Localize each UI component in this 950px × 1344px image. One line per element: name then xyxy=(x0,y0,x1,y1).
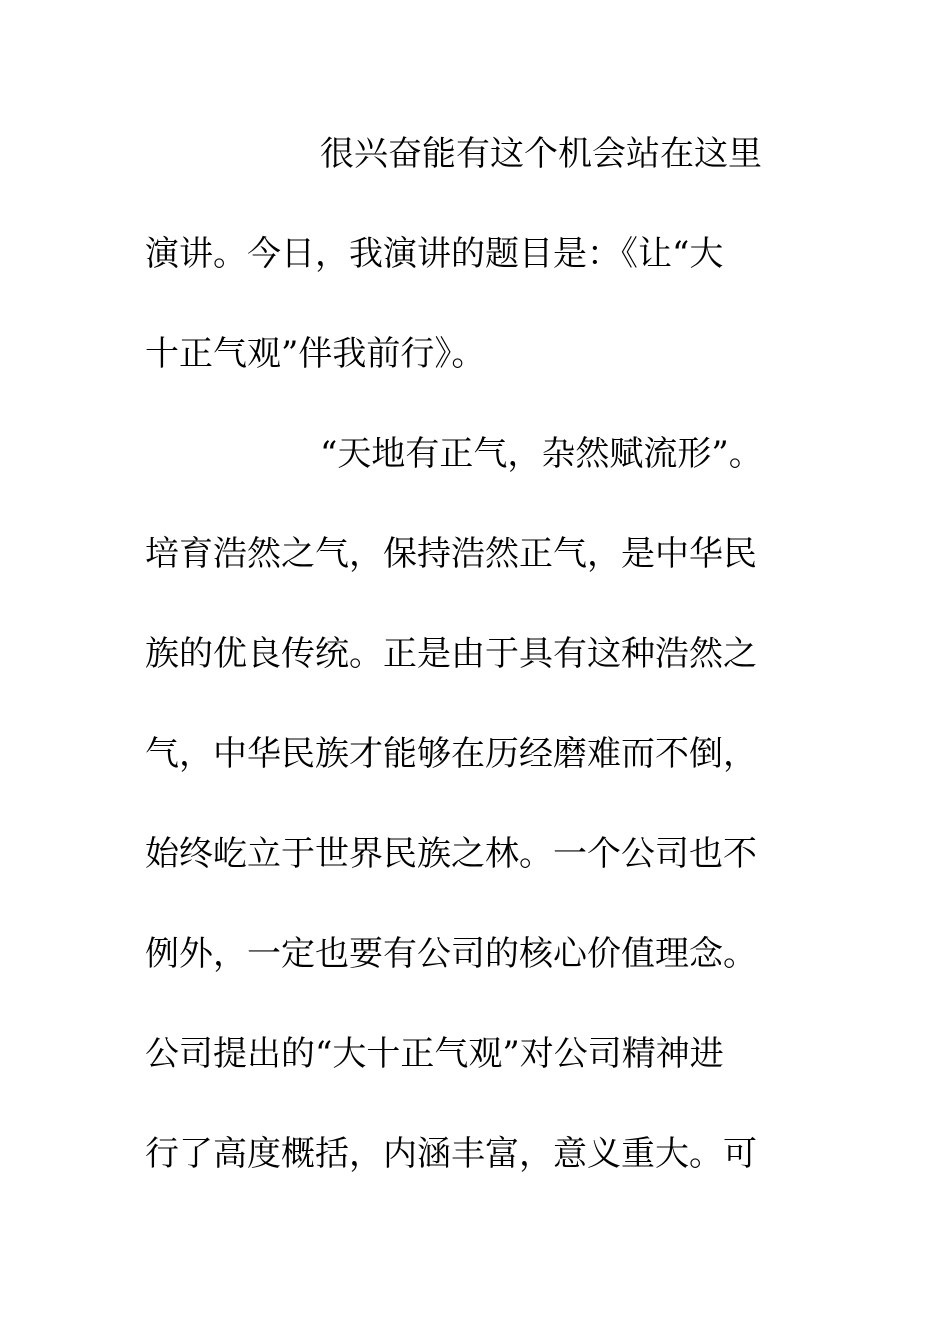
paragraph-1-line-3: 十正气观”伴我前行》。 xyxy=(145,334,486,374)
paragraph-1-line-2: 演讲。今日，我演讲的题目是：《让“大 xyxy=(145,234,724,274)
paragraph-2-line-8: 行了高度概括，内涵丰富，意义重大。可 xyxy=(145,1134,757,1174)
paragraph-2-line-1: “天地有正气，杂然赋流形”。 xyxy=(320,434,763,474)
paragraph-2-line-7: 公司提出的“大十正气观”对公司精神进 xyxy=(145,1034,724,1074)
paragraph-2-line-6: 例外，一定也要有公司的核心价值理念。 xyxy=(145,934,757,974)
paragraph-2-line-4: 气，中华民族才能够在历经磨难而不倒， xyxy=(145,734,757,774)
paragraph-2-line-2: 培育浩然之气，保持浩然正气，是中华民 xyxy=(145,534,757,574)
paragraph-2-line-5: 始终屹立于世界民族之林。一个公司也不 xyxy=(145,834,757,874)
paragraph-1-line-1: 很兴奋能有这个机会站在这里 xyxy=(320,134,762,174)
paragraph-2-line-3: 族的优良传统。正是由于具有这种浩然之 xyxy=(145,634,757,674)
